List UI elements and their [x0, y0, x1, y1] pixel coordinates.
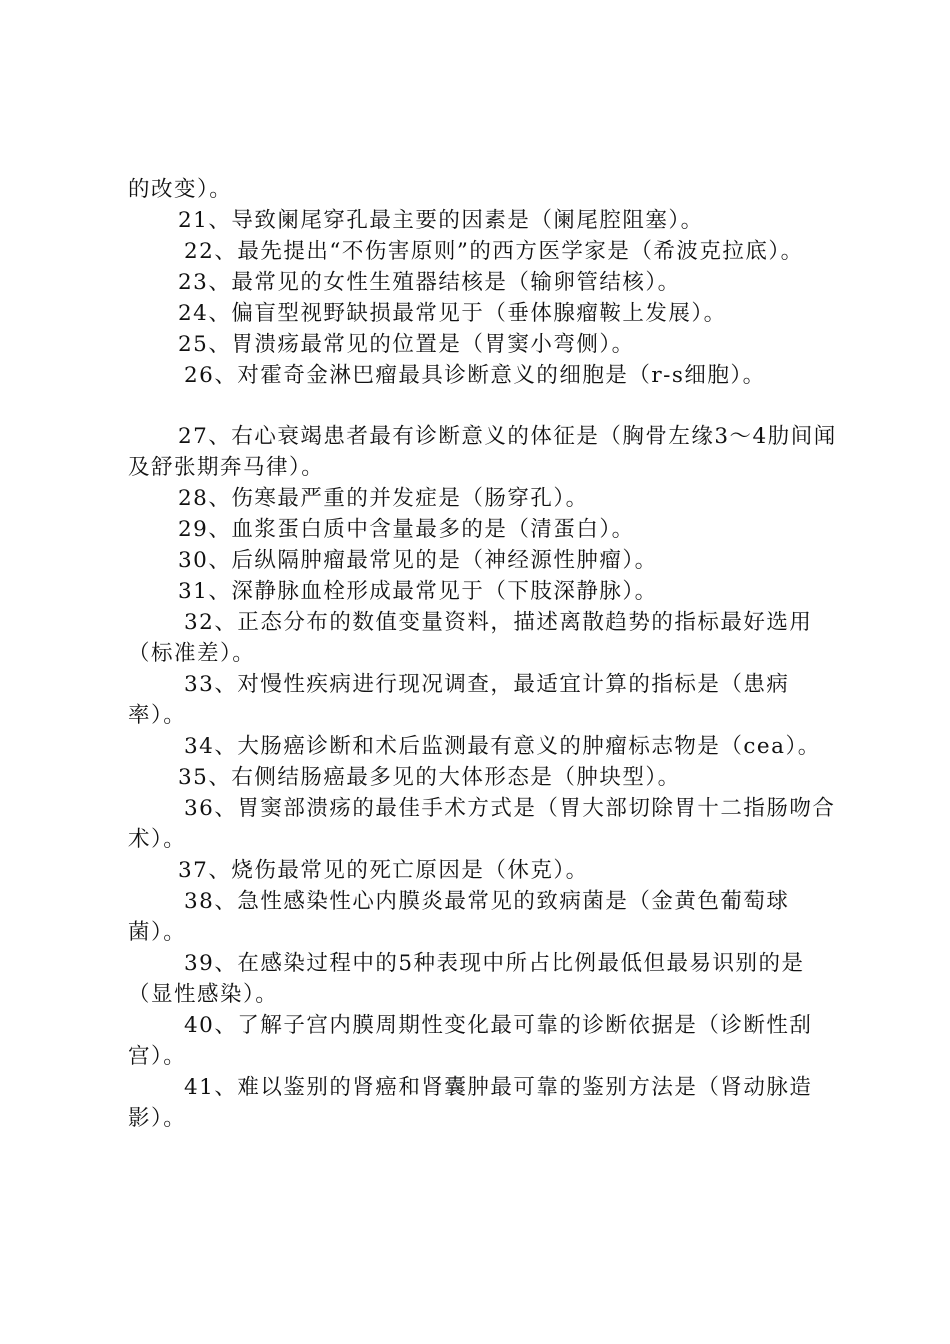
paragraph-item-27: 27、右心衰竭患者最有诊断意义的体征是（胸骨左缘3～4肋间闻及舒张期奔马律）。	[128, 424, 837, 480]
paragraph-item-28: 28、伤寒最严重的并发症是（肠穿孔）。	[178, 486, 589, 511]
paragraph-item-35: 35、右侧结肠癌最多见的大体形态是（肿块型）。	[178, 765, 681, 790]
paragraph-item-30: 30、后纵隔肿瘤最常见的是（神经源性肿瘤）。	[178, 548, 658, 573]
paragraph-gap	[128, 391, 838, 421]
paragraph-item-38: 38、急性感染性心内膜炎最常见的致病菌是（金黄色葡萄球菌）。	[128, 889, 790, 945]
paragraph-item-32: 32、正态分布的数值变量资料，描述离散趋势的指标最好选用（标准差）。	[128, 610, 813, 666]
paragraph-item-37: 37、烧伤最常见的死亡原因是（休克）。	[178, 858, 589, 883]
paragraph-continuation: 的改变）。	[128, 177, 233, 202]
paragraph-item-33: 33、对慢性疾病进行现况调查，最适宜计算的指标是（患病率）。	[128, 672, 790, 728]
paragraph-item-34: 34、大肠癌诊断和术后监测最有意义的肿瘤标志物是（cea）。	[184, 734, 821, 759]
paragraph-item-22: 22、最先提出“不伤害原则”的西方医学家是（希波克拉底）。	[184, 239, 804, 264]
paragraph-item-25: 25、胃溃疡最常见的位置是（胃窦小弯侧）。	[178, 332, 635, 357]
paragraph-item-39: 39、在感染过程中的5种表现中所占比例最低但最易识别的是（显性感染）。	[128, 951, 805, 1007]
paragraph-item-36: 36、胃窦部溃疡的最佳手术方式是（胃大部切除胃十二指肠吻合术）。	[128, 796, 836, 852]
paragraph-item-26: 26、对霍奇金淋巴瘤最具诊断意义的细胞是（r-s细胞）。	[184, 363, 766, 388]
paragraph-item-31: 31、深静脉血栓形成最常见于（下肢深静脉）。	[178, 579, 658, 604]
paragraph-item-41: 41、难以鉴别的肾癌和肾囊肿最可靠的鉴别方法是（肾动脉造影）。	[128, 1075, 813, 1131]
paragraph-item-40: 40、了解子宫内膜周期性变化最可靠的诊断依据是（诊断性刮宫）。	[128, 1013, 813, 1069]
paragraph-item-23: 23、最常见的女性生殖器结核是（输卵管结核）。	[178, 270, 681, 295]
paragraph-item-21: 21、导致阑尾穿孔最主要的因素是（阑尾腔阻塞）。	[178, 208, 704, 233]
paragraph-item-24: 24、偏盲型视野缺损最常见于（垂体腺瘤鞍上发展）。	[178, 301, 727, 326]
paragraph-item-29: 29、血浆蛋白质中含量最多的是（清蛋白）。	[178, 517, 635, 542]
document-body	[128, 174, 838, 1134]
